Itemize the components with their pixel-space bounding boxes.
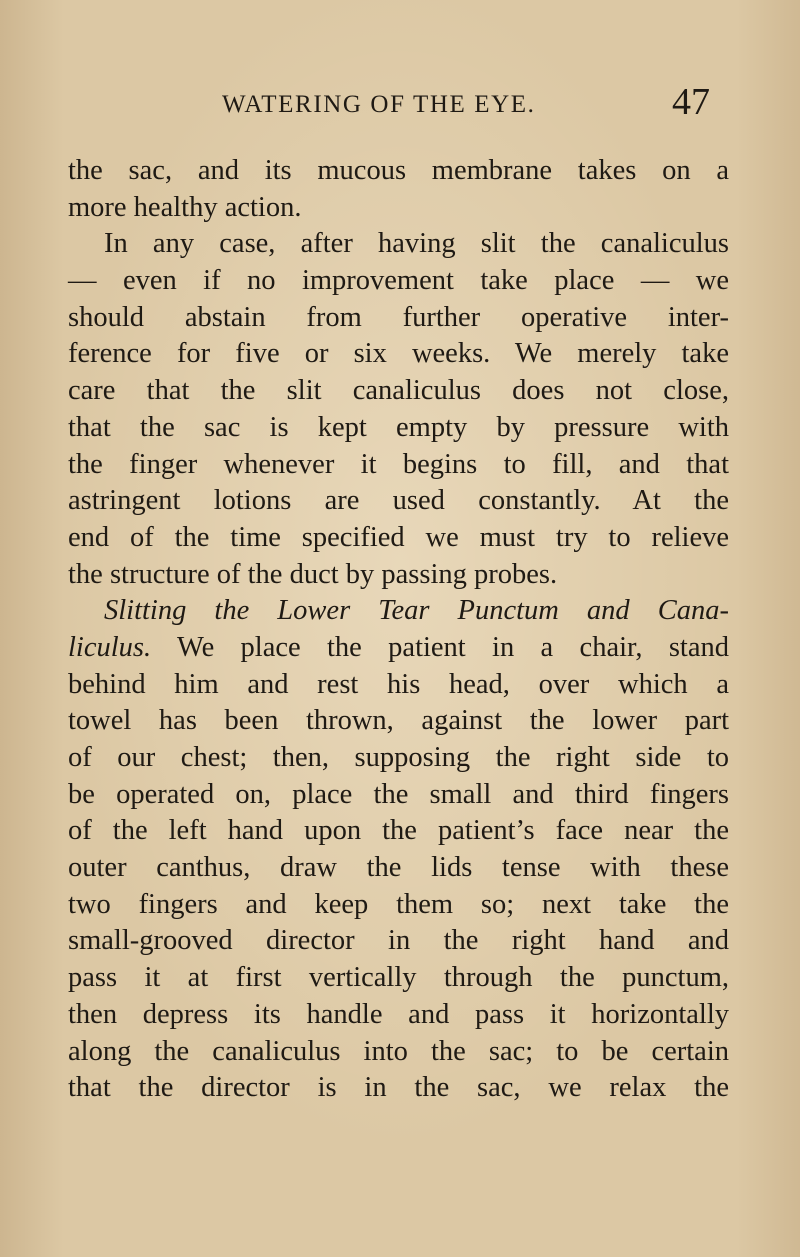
text-line: pass it at first vertically through the punctum,	[68, 962, 729, 994]
text-line	[68, 630, 729, 667]
text-line: small-grooved director in the right hand and	[68, 925, 729, 957]
section-heading-line: Slitting the Lower Tear Punctum and Cana-	[104, 595, 729, 627]
text-line: behind him and rest his head, over which a	[68, 668, 729, 700]
text-line: towel has been thrown, against the lower part	[68, 705, 729, 737]
text-line: the structure of the duct by passing probes.	[68, 558, 558, 590]
text-line: that the director is in the sac, we relax the	[68, 1072, 729, 1104]
text-line: ference for five or six weeks. We merely take	[68, 338, 729, 370]
text-line-rest: We place the patient in a chair, stand	[151, 631, 729, 663]
text-line: of our chest; then, supposing the right side to	[68, 742, 729, 773]
text-line: along the canaliculus into the sac; to be certain	[68, 1035, 729, 1067]
page-number: 47	[672, 81, 710, 123]
text-line: then depress its handle and pass it horizontally	[68, 998, 729, 1030]
text-line: of the left hand upon the patient’s face near the	[68, 815, 729, 847]
running-head-title: WATERING OF THE EYE.	[222, 91, 536, 118]
section-heading-continuation: liculus.	[68, 631, 152, 663]
text-line: more healthy action.	[68, 191, 302, 223]
text-line: — even if no improvement take place — we	[68, 265, 729, 297]
text-line: that the sac is kept empty by pressure with	[68, 411, 729, 443]
text-line: the sac, and its mucous membrane takes on a	[68, 155, 729, 186]
text-line: end of the time specified we must try to relieve	[68, 521, 729, 553]
text-line: the finger whenever it begins to fill, and that	[68, 448, 729, 480]
text-line: be operated on, place the small and third fingers	[68, 778, 729, 810]
body-text	[68, 153, 729, 1107]
text-line: two fingers and keep them so; next take the	[68, 888, 729, 920]
text-line: astringent lotions are used constantly. At the	[68, 485, 729, 517]
text-line: care that the slit canaliculus does not close,	[68, 375, 729, 407]
text-line: In any case, after having slit the canaliculus	[104, 228, 729, 260]
text-line: outer canthus, draw the lids tense with these	[68, 852, 729, 884]
text-line: should abstain from further operative inter-	[68, 301, 729, 333]
